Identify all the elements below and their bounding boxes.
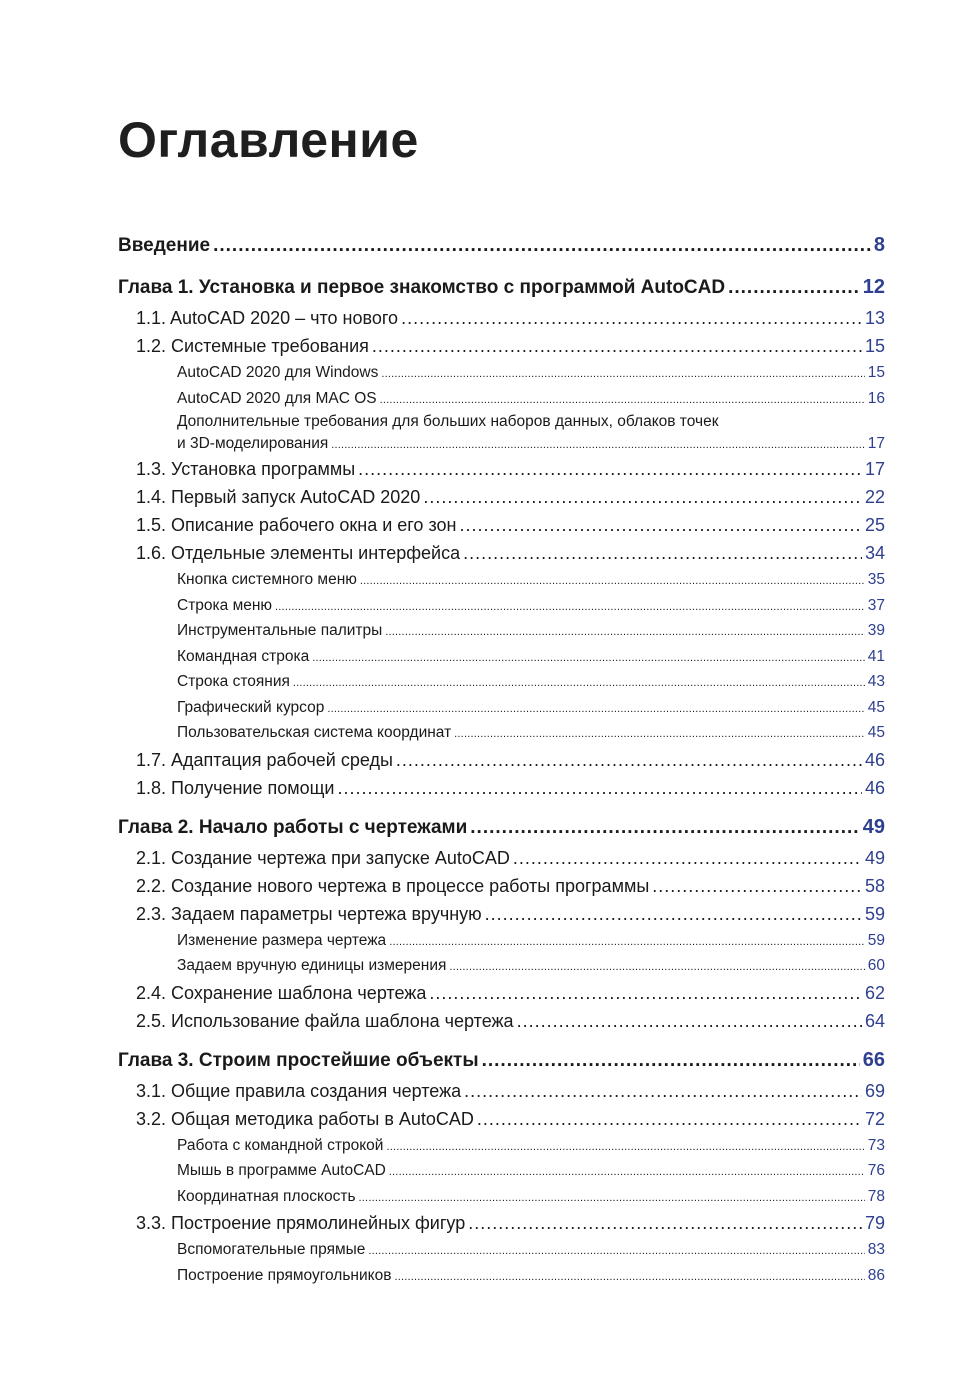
toc-leader-dots <box>386 1133 864 1161</box>
toc-entry-label: Пользовательская система координат <box>177 724 452 741</box>
toc-entry-section[interactable] <box>118 872 885 900</box>
toc-leader-dots <box>380 386 865 414</box>
toc-leader-dots <box>359 1184 865 1212</box>
toc-entry-section[interactable] <box>118 1209 885 1237</box>
toc-entry-label: 3.2. Общая методика работы в AutoCAD <box>136 1108 474 1129</box>
toc-leader-dots <box>517 1007 862 1035</box>
toc-leader-dots <box>463 539 862 567</box>
toc-leader-dots <box>470 811 859 845</box>
toc-entry-label: Вспомогательные прямые <box>177 1241 366 1258</box>
toc-entry-section[interactable] <box>118 511 885 539</box>
toc-entry-sub[interactable] <box>118 567 885 593</box>
toc-entry-sub[interactable] <box>118 669 885 695</box>
toc-leader-dots <box>368 1237 864 1265</box>
toc-entry-section[interactable] <box>118 774 885 802</box>
toc-leader-dots <box>327 695 864 723</box>
toc-page-number: 34 <box>864 543 885 563</box>
toc-leader-dots <box>213 229 871 263</box>
toc-entry-section[interactable] <box>118 483 885 511</box>
toc-entry-label: 1.8. Получение помощи <box>136 777 335 798</box>
toc-entry-section[interactable] <box>118 746 885 774</box>
toc-page-number: 79 <box>864 1213 885 1233</box>
toc-page-number: 45 <box>867 698 885 716</box>
toc-entry-label: 2.3. Задаем параметры чертежа вручную <box>136 903 482 924</box>
toc-page-number: 46 <box>864 777 885 798</box>
toc-entry-sub[interactable] <box>118 593 885 619</box>
toc-entry-label: Графический курсор <box>177 698 325 716</box>
toc-entry-sub[interactable] <box>118 928 885 954</box>
toc-leader-dots <box>360 567 865 595</box>
toc-entry-label: AutoCAD 2020 для Windows <box>177 364 379 381</box>
toc-leader-dots <box>293 669 865 697</box>
toc-entry-section[interactable] <box>118 332 885 360</box>
toc-page-number: 41 <box>867 647 885 665</box>
toc-page-number: 39 <box>867 622 885 639</box>
toc-entry-label: 1.2. Системные требования <box>136 336 369 356</box>
toc-entry-label: 1.5. Описание рабочего окна и его зон <box>136 515 457 535</box>
toc-page-number: 43 <box>867 673 885 690</box>
toc-leader-dots <box>449 953 864 981</box>
toc-entry-label: 1.3. Установка программы <box>136 459 356 479</box>
toc-entry-chapter[interactable] <box>118 810 885 844</box>
toc-leader-dots <box>485 900 862 928</box>
toc-entry-label: 3.3. Построение прямолинейных фигур <box>136 1213 466 1233</box>
toc-entry-label: Строка меню <box>177 596 273 614</box>
toc-entry-label: Кнопка системного меню <box>177 571 357 588</box>
toc-entry-label: Задаем вручную единицы измерения <box>177 957 447 974</box>
toc-leader-dots <box>513 844 862 872</box>
toc-page-number: 12 <box>862 276 885 298</box>
toc-leader-dots <box>429 979 862 1007</box>
toc-page-number: 17 <box>864 459 885 479</box>
toc-entry-label: Строка стояния <box>177 673 290 690</box>
toc-page-number: 15 <box>864 336 885 356</box>
toc-entry-section[interactable] <box>118 979 885 1007</box>
toc-leader-dots <box>423 483 862 511</box>
toc-entry-sub[interactable] <box>118 1133 885 1159</box>
toc-entry-label: 1.4. Первый запуск AutoCAD 2020 <box>136 487 421 507</box>
toc-entry-label: 2.5. Использование файла шаблона чертежа <box>136 1010 514 1031</box>
toc-leader-dots <box>652 872 862 900</box>
toc-page-number: 73 <box>867 1136 885 1154</box>
toc-leader-dots <box>468 1209 862 1237</box>
toc-page-number: 49 <box>864 847 885 868</box>
toc-page-number: 64 <box>864 1010 885 1031</box>
toc-entry-label: Командная строка <box>177 647 310 665</box>
toc-leader-dots <box>394 1263 864 1291</box>
toc-page-number: 83 <box>867 1241 885 1258</box>
toc-page-number: 59 <box>867 931 885 949</box>
toc-entry-label: 2.1. Создание чертежа при запуске AutoCAD <box>136 847 510 868</box>
toc-leader-dots <box>459 511 862 539</box>
toc-entry-subsection[interactable] <box>118 411 885 455</box>
table-of-contents <box>118 228 885 1288</box>
toc-entry-sub[interactable] <box>118 1158 885 1184</box>
toc-page-number: 35 <box>867 571 885 588</box>
toc-entry-section[interactable] <box>118 455 885 483</box>
toc-page-number: 37 <box>867 596 885 614</box>
toc-entry-label: Инструментальные палитры <box>177 622 383 639</box>
toc-leader-dots <box>312 644 865 672</box>
toc-entry-section[interactable] <box>118 1077 885 1105</box>
toc-leader-dots <box>389 1158 865 1186</box>
toc-page-number: 49 <box>862 815 885 838</box>
toc-entry-section[interactable] <box>118 1105 885 1133</box>
toc-page-number: 62 <box>864 982 885 1003</box>
toc-leader-dots <box>385 618 864 646</box>
toc-entry-sub[interactable] <box>118 386 885 412</box>
toc-entry-sub[interactable] <box>118 695 885 721</box>
toc-leader-dots <box>454 720 865 748</box>
toc-entry-sub[interactable] <box>118 1237 885 1263</box>
toc-page-number: 25 <box>864 515 885 535</box>
toc-page-number: 16 <box>867 389 885 407</box>
toc-entry-label: Глава 2. Начало работы с чертежами <box>118 816 468 838</box>
toc-leader-dots <box>389 928 865 956</box>
toc-entry-section[interactable] <box>118 304 885 332</box>
toc-leader-dots <box>337 774 861 802</box>
toc-entry-label: 1.6. Отдельные элементы интерфейса <box>136 543 461 563</box>
toc-entry-section[interactable] <box>118 900 885 928</box>
toc-entry-section[interactable] <box>118 539 885 567</box>
toc-page-number: 46 <box>864 749 885 770</box>
toc-leader-dots <box>331 433 864 456</box>
toc-page-number: 8 <box>873 234 885 256</box>
toc-page-number: 22 <box>864 487 885 507</box>
toc-page-number: 60 <box>867 957 885 974</box>
toc-entry-label: Глава 3. Строим простейшие объекты <box>118 1049 479 1071</box>
toc-leader-dots <box>728 271 860 305</box>
toc-entry-sub[interactable] <box>118 644 885 670</box>
toc-page-number: 66 <box>862 1048 885 1071</box>
toc-entry-label: AutoCAD 2020 для MAC OS <box>177 389 377 407</box>
toc-entry-label: Работа с командной строкой <box>177 1136 384 1154</box>
toc-leader-dots <box>401 304 862 332</box>
toc-entry-sub[interactable] <box>118 360 885 386</box>
toc-page-number: 13 <box>864 308 885 328</box>
toc-entry-sub[interactable] <box>118 1263 885 1289</box>
toc-leader-dots <box>358 455 862 483</box>
toc-entry-sub[interactable] <box>118 720 885 746</box>
toc-entry-label: Построение прямоугольников <box>177 1266 392 1284</box>
toc-entry-label: Дополнительные требования для больших наборов данных, облаков точек <box>177 413 719 430</box>
toc-entry-label: Координатная плоскость <box>177 1187 356 1205</box>
toc-page-number: 15 <box>867 364 885 381</box>
toc-leader-dots <box>275 593 865 621</box>
toc-entry-label: и 3D-моделирования <box>177 435 329 452</box>
toc-leader-dots <box>381 360 864 388</box>
toc-leader-dots <box>477 1105 862 1133</box>
toc-page-number: 69 <box>864 1080 885 1101</box>
toc-entry-label: 3.1. Общие правила создания чертежа <box>136 1080 462 1101</box>
toc-page-number: 45 <box>867 724 885 741</box>
toc-entry-sub[interactable] <box>118 1184 885 1210</box>
toc-page-number: 76 <box>867 1162 885 1179</box>
toc-entry-chapter[interactable] <box>118 270 885 304</box>
toc-page-number: 17 <box>867 435 885 452</box>
toc-page-number: 72 <box>864 1108 885 1129</box>
toc-entry-section[interactable] <box>118 844 885 872</box>
toc-page-number: 59 <box>864 903 885 924</box>
toc-page-number: 78 <box>867 1187 885 1205</box>
toc-entry-sub[interactable] <box>118 953 885 979</box>
toc-entry-label: Мышь в программе AutoCAD <box>177 1162 386 1179</box>
toc-entry-label: 2.2. Создание нового чертежа в процессе работы программы <box>136 875 650 896</box>
page-title: Оглавление <box>118 112 419 168</box>
toc-entry-label: Введение <box>118 235 211 256</box>
toc-leader-dots <box>464 1077 862 1105</box>
toc-entry-label: Глава 1. Установка и первое знакомство с программой AutoCAD <box>118 277 726 298</box>
toc-leader-dots <box>396 746 862 774</box>
toc-entry-label: 1.1. AutoCAD 2020 – что нового <box>136 308 399 328</box>
toc-page-number: 58 <box>864 875 885 896</box>
toc-entry-section[interactable] <box>118 1007 885 1035</box>
toc-page-number: 86 <box>867 1266 885 1284</box>
toc-entry-chapter[interactable] <box>118 228 885 262</box>
toc-entry-label: 2.4. Сохранение шаблона чертежа <box>136 982 427 1003</box>
toc-leader-dots <box>372 332 862 360</box>
toc-entry-chapter[interactable] <box>118 1043 885 1077</box>
toc-entry-label: Изменение размера чертежа <box>177 931 387 949</box>
toc-leader-dots <box>482 1044 860 1078</box>
toc-entry-label: 1.7. Адаптация рабочей среды <box>136 749 393 770</box>
toc-entry-sub[interactable] <box>118 618 885 644</box>
